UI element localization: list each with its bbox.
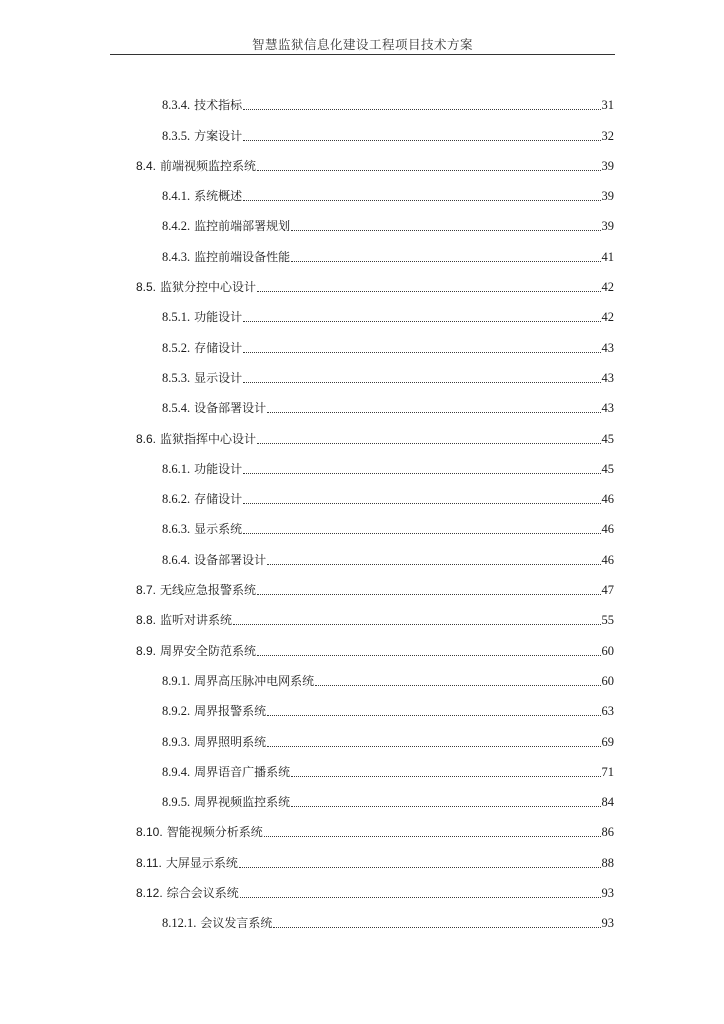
toc-dot-leader: [240, 897, 601, 898]
toc-entry-page-number[interactable]: 55: [601, 613, 614, 628]
toc-entry-number: 8.12.: [136, 886, 163, 901]
toc-entry-number: 8.3.4.: [162, 98, 191, 113]
toc-entry-title[interactable]: 周界安全防范系统: [160, 643, 257, 658]
toc-entry-page-number[interactable]: 45: [601, 431, 614, 446]
toc-entry[interactable]: [162, 788, 614, 818]
toc-entry-number: 8.6.: [136, 431, 157, 446]
toc-entry-number: 8.7.: [136, 583, 157, 598]
toc-entry-page-number[interactable]: 43: [601, 401, 614, 416]
toc-entry-title[interactable]: 前端视频监控系统: [160, 158, 257, 173]
toc-entry-page-number[interactable]: 39: [601, 219, 614, 234]
toc-entry-page-number[interactable]: 46: [601, 492, 614, 507]
toc-entry[interactable]: [136, 424, 614, 454]
toc-dot-leader: [291, 806, 600, 807]
toc-entry[interactable]: [162, 515, 614, 545]
toc-entry-title[interactable]: 周界语音广播系统: [194, 764, 291, 779]
toc-entry-number: 8.4.1.: [162, 189, 191, 204]
toc-entry[interactable]: [136, 636, 614, 666]
toc-entry-title[interactable]: 大屏显示系统: [165, 855, 238, 870]
toc-entry[interactable]: [162, 758, 614, 788]
toc-entry-page-number[interactable]: 32: [601, 128, 614, 143]
toc-dot-leader: [243, 473, 600, 474]
toc-entry-title[interactable]: 周界高压脉冲电网系统: [194, 673, 315, 688]
toc-entry-title[interactable]: 监控前端设备性能: [194, 249, 291, 264]
toc-entry[interactable]: [162, 697, 614, 727]
toc-entry-page-number[interactable]: 47: [601, 583, 614, 598]
toc-dot-leader: [291, 261, 600, 262]
header-rule: [110, 54, 615, 55]
toc-entry-title[interactable]: 技术指标: [194, 98, 243, 113]
toc-entry-page-number[interactable]: 42: [601, 280, 614, 295]
toc-entry-title[interactable]: 监控前端部署规划: [194, 219, 291, 234]
toc-entry-number: 8.9.4.: [162, 764, 191, 779]
toc-dot-leader: [267, 715, 600, 716]
toc-dot-leader: [243, 352, 600, 353]
toc-dot-leader: [291, 230, 600, 231]
toc-entry-page-number[interactable]: 43: [601, 370, 614, 385]
toc-dot-leader: [315, 685, 600, 686]
toc-dot-leader: [273, 927, 600, 928]
toc-entry-number: 8.5.4.: [162, 401, 191, 416]
toc-entry[interactable]: [162, 545, 614, 575]
toc-entry-title[interactable]: 综合会议系统: [166, 886, 239, 901]
toc-entry-page-number[interactable]: 41: [601, 249, 614, 264]
toc-entry[interactable]: [136, 576, 614, 606]
toc-entry-number: 8.11.: [136, 855, 162, 870]
toc-entry-title[interactable]: 方案设计: [194, 128, 243, 143]
toc-entry-title[interactable]: 显示系统: [194, 522, 243, 537]
toc-entry[interactable]: [136, 606, 614, 636]
toc-entry-title[interactable]: 周界照明系统: [194, 734, 267, 749]
toc-entry[interactable]: [136, 152, 614, 182]
toc-entry[interactable]: [162, 394, 614, 424]
toc-entry-title[interactable]: 系统概述: [194, 189, 243, 204]
toc-entry-number: 8.5.3.: [162, 370, 191, 385]
toc-entry-title[interactable]: 存储设计: [194, 492, 243, 507]
toc-entry[interactable]: [162, 364, 614, 394]
toc-entry-number: 8.9.3.: [162, 734, 191, 749]
toc-dot-leader: [243, 533, 600, 534]
toc-dot-leader: [243, 321, 600, 322]
toc-entry[interactable]: [162, 121, 614, 151]
toc-entry[interactable]: [162, 727, 614, 757]
toc-entry-number: 8.8.: [136, 613, 157, 628]
toc-entry-page-number[interactable]: 93: [601, 916, 614, 931]
toc-entry-number: 8.3.5.: [162, 128, 191, 143]
toc-entry-page-number[interactable]: 86: [601, 825, 614, 840]
toc-dot-leader: [267, 412, 600, 413]
toc-dot-leader: [233, 624, 600, 625]
toc-entry[interactable]: [136, 879, 614, 909]
toc-entry-title[interactable]: 周界视频监控系统: [194, 795, 291, 810]
toc-entry-title[interactable]: 智能视频分析系统: [166, 825, 263, 840]
toc-entry-number: 8.9.2.: [162, 704, 191, 719]
toc-entry[interactable]: [162, 455, 614, 485]
toc-entry-page-number[interactable]: 71: [601, 764, 614, 779]
toc-dot-leader: [257, 291, 600, 292]
toc-dot-leader: [267, 746, 600, 747]
toc-entry-page-number[interactable]: 46: [601, 552, 614, 567]
toc-dot-leader: [243, 200, 600, 201]
toc-entry-page-number[interactable]: 45: [601, 461, 614, 476]
toc-entry-number: 8.12.1.: [162, 916, 197, 931]
toc-dot-leader: [257, 443, 600, 444]
toc-entry[interactable]: [136, 818, 614, 848]
toc-entry-title[interactable]: 监狱指挥中心设计: [160, 431, 257, 446]
toc-entry-number: 8.4.: [136, 158, 157, 173]
toc-entry-title[interactable]: 会议发言系统: [200, 916, 273, 931]
toc-dot-leader: [239, 867, 601, 868]
toc-entry-page-number[interactable]: 69: [601, 734, 614, 749]
toc-entry-number: 8.5.: [136, 280, 157, 295]
toc-dot-leader: [291, 776, 600, 777]
toc-entry-page-number[interactable]: 60: [601, 643, 614, 658]
toc-entry-title[interactable]: 无线应急报警系统: [160, 583, 257, 598]
toc-entry-page-number[interactable]: 39: [601, 189, 614, 204]
toc-entry[interactable]: [136, 848, 614, 878]
toc-entry-number: 8.5.1.: [162, 310, 191, 325]
toc-dot-leader: [267, 564, 600, 565]
toc-entry-title[interactable]: 监狱分控中心设计: [160, 280, 257, 295]
toc-entry-page-number[interactable]: 46: [601, 522, 614, 537]
toc-entry-title[interactable]: 功能设计: [194, 310, 243, 325]
toc-entry-title[interactable]: 存储设计: [194, 340, 243, 355]
toc-dot-leader: [257, 170, 600, 171]
toc-dot-leader: [243, 382, 600, 383]
toc-entry[interactable]: [162, 91, 614, 121]
toc-entry[interactable]: [162, 303, 614, 333]
toc-entry-title[interactable]: 监听对讲系统: [160, 613, 233, 628]
toc-entry-page-number[interactable]: 31: [601, 98, 614, 113]
toc-entry-page-number[interactable]: 43: [601, 340, 614, 355]
page-header-title: 智慧监狱信息化建设工程项目技术方案: [251, 37, 473, 52]
toc-entry-title[interactable]: 周界报警系统: [194, 704, 267, 719]
toc-entry[interactable]: [136, 273, 614, 303]
table-of-contents: [0, 91, 724, 939]
toc-dot-leader: [243, 140, 600, 141]
toc-dot-leader: [243, 109, 600, 110]
toc-entry-page-number[interactable]: 93: [601, 886, 614, 901]
toc-entry-number: 8.6.1.: [162, 461, 191, 476]
toc-entry-page-number[interactable]: 84: [601, 795, 614, 810]
toc-entry-page-number[interactable]: 39: [601, 158, 614, 173]
toc-entry-number: 8.9.: [136, 643, 157, 658]
toc-entry-number: 8.6.4.: [162, 552, 191, 567]
toc-entry[interactable]: [162, 485, 614, 515]
toc-entry[interactable]: [162, 212, 614, 242]
toc-entry-number: 8.9.5.: [162, 795, 191, 810]
toc-entry[interactable]: [162, 242, 614, 272]
toc-entry-title[interactable]: 显示设计: [194, 370, 243, 385]
toc-entry-page-number[interactable]: 60: [601, 673, 614, 688]
toc-entry-number: 8.6.3.: [162, 522, 191, 537]
toc-entry-number: 8.5.2.: [162, 340, 191, 355]
toc-entry-page-number[interactable]: 88: [601, 855, 614, 870]
toc-dot-leader: [257, 655, 600, 656]
toc-entry-number: 8.4.2.: [162, 219, 191, 234]
toc-entry[interactable]: [162, 182, 614, 212]
toc-dot-leader: [243, 503, 600, 504]
toc-entry-title[interactable]: 设备部署设计: [194, 552, 267, 567]
toc-entry-page-number[interactable]: 63: [601, 704, 614, 719]
toc-entry[interactable]: [162, 909, 614, 939]
toc-entry-number: 8.4.3.: [162, 249, 191, 264]
toc-entry[interactable]: [162, 333, 614, 363]
toc-entry-title[interactable]: 设备部署设计: [194, 401, 267, 416]
toc-entry-title[interactable]: 功能设计: [194, 461, 243, 476]
toc-dot-leader: [257, 594, 600, 595]
toc-dot-leader: [264, 836, 601, 837]
toc-entry-number: 8.9.1.: [162, 673, 191, 688]
toc-entry-number: 8.6.2.: [162, 492, 191, 507]
toc-entry-number: 8.10.: [136, 825, 163, 840]
toc-entry-page-number[interactable]: 42: [601, 310, 614, 325]
toc-entry[interactable]: [162, 667, 614, 697]
